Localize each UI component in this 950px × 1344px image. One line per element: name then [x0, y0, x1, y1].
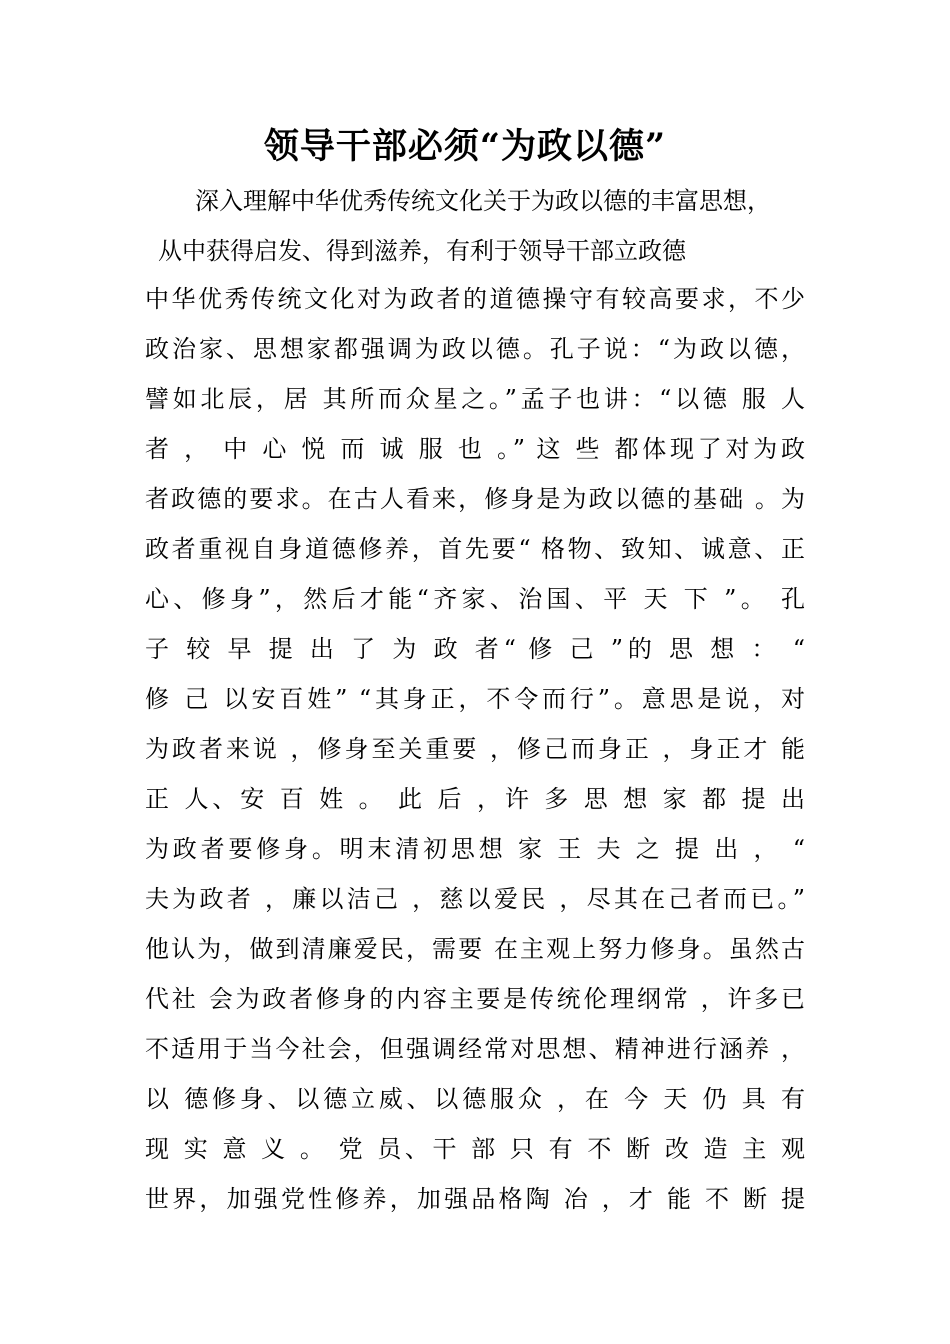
body-line: 为政者要修身。明末清初思想 家 王 夫 之 提 出 ， “ — [145, 835, 805, 863]
body-line: 不适用于当今社会，但强调经常对思想、精神进行涵养 ， — [145, 1035, 805, 1063]
lead-line-2: 从中获得启发、得到滋养，有利于领导干部立政德 — [158, 237, 686, 265]
body-line: 他认为，做到清廉爱民，需要 在主观上努力修身。虽然古 — [145, 935, 805, 963]
body-line: 譬如北辰，居 其所而众星之。”孟子也讲：“以德 服 人 — [145, 385, 805, 413]
body-line: 者 ， 中 心 悦 而 诚 服 也 。” 这 些 都体现了对为政 — [145, 435, 805, 463]
body-line: 者政德的要求。在古人看来，修身是为政以德的基础 。为 — [145, 485, 805, 513]
body-line: 子 较 早 提 出 了 为 政 者“ 修 己 ”的 思 想 ： “ — [145, 635, 805, 663]
body-line: 修 己 以安百姓” “其身正，不令而行”。意思是说，对 — [145, 685, 805, 713]
body-line: 世界，加强党性修养，加强品格陶 冶 ，才 能 不 断 提 — [145, 1185, 805, 1213]
body-line: 为政者来说 ，修身至关重要 ，修己而身正 ，身正才 能 — [145, 735, 805, 763]
body-line: 心、修身”，然后才能“齐家、治国、平 天 下 ”。 孔 — [145, 585, 805, 613]
body-line: 代社 会为政者修身的内容主要是传统伦理纲常 ，许多已 — [145, 985, 805, 1013]
body-line: 中华优秀传统文化对为政者的道德操守有较高要求，不少 — [145, 285, 805, 313]
lead-line-1: 深入理解中华优秀传统文化关于为政以德的丰富思想， — [195, 187, 771, 215]
body-line: 政者重视自身道德修养，首先要“ 格物、致知、诚意、正 — [145, 535, 805, 563]
body-line: 政治家、思想家都强调为政以德。孔子说：“为政以德， — [145, 335, 805, 363]
body-line: 以 德修身、以德立威、以德服众 ，在 今 天 仍 具 有 — [145, 1085, 805, 1113]
body-line: 正 人、安 百 姓 。 此 后 ，许 多 思 想 家 都 提 出 — [145, 785, 805, 813]
body-line: 现 实 意 义 。 党 员、干 部 只 有 不 断 改 造 主 观 — [145, 1135, 805, 1163]
body-text — [145, 284, 805, 1234]
body-line: 夫为政者 ，廉以洁己 ，慈以爱民 ，尽其在己者而已。” — [145, 885, 805, 913]
document-title: 领导干部必须“为政以德” — [263, 126, 667, 167]
